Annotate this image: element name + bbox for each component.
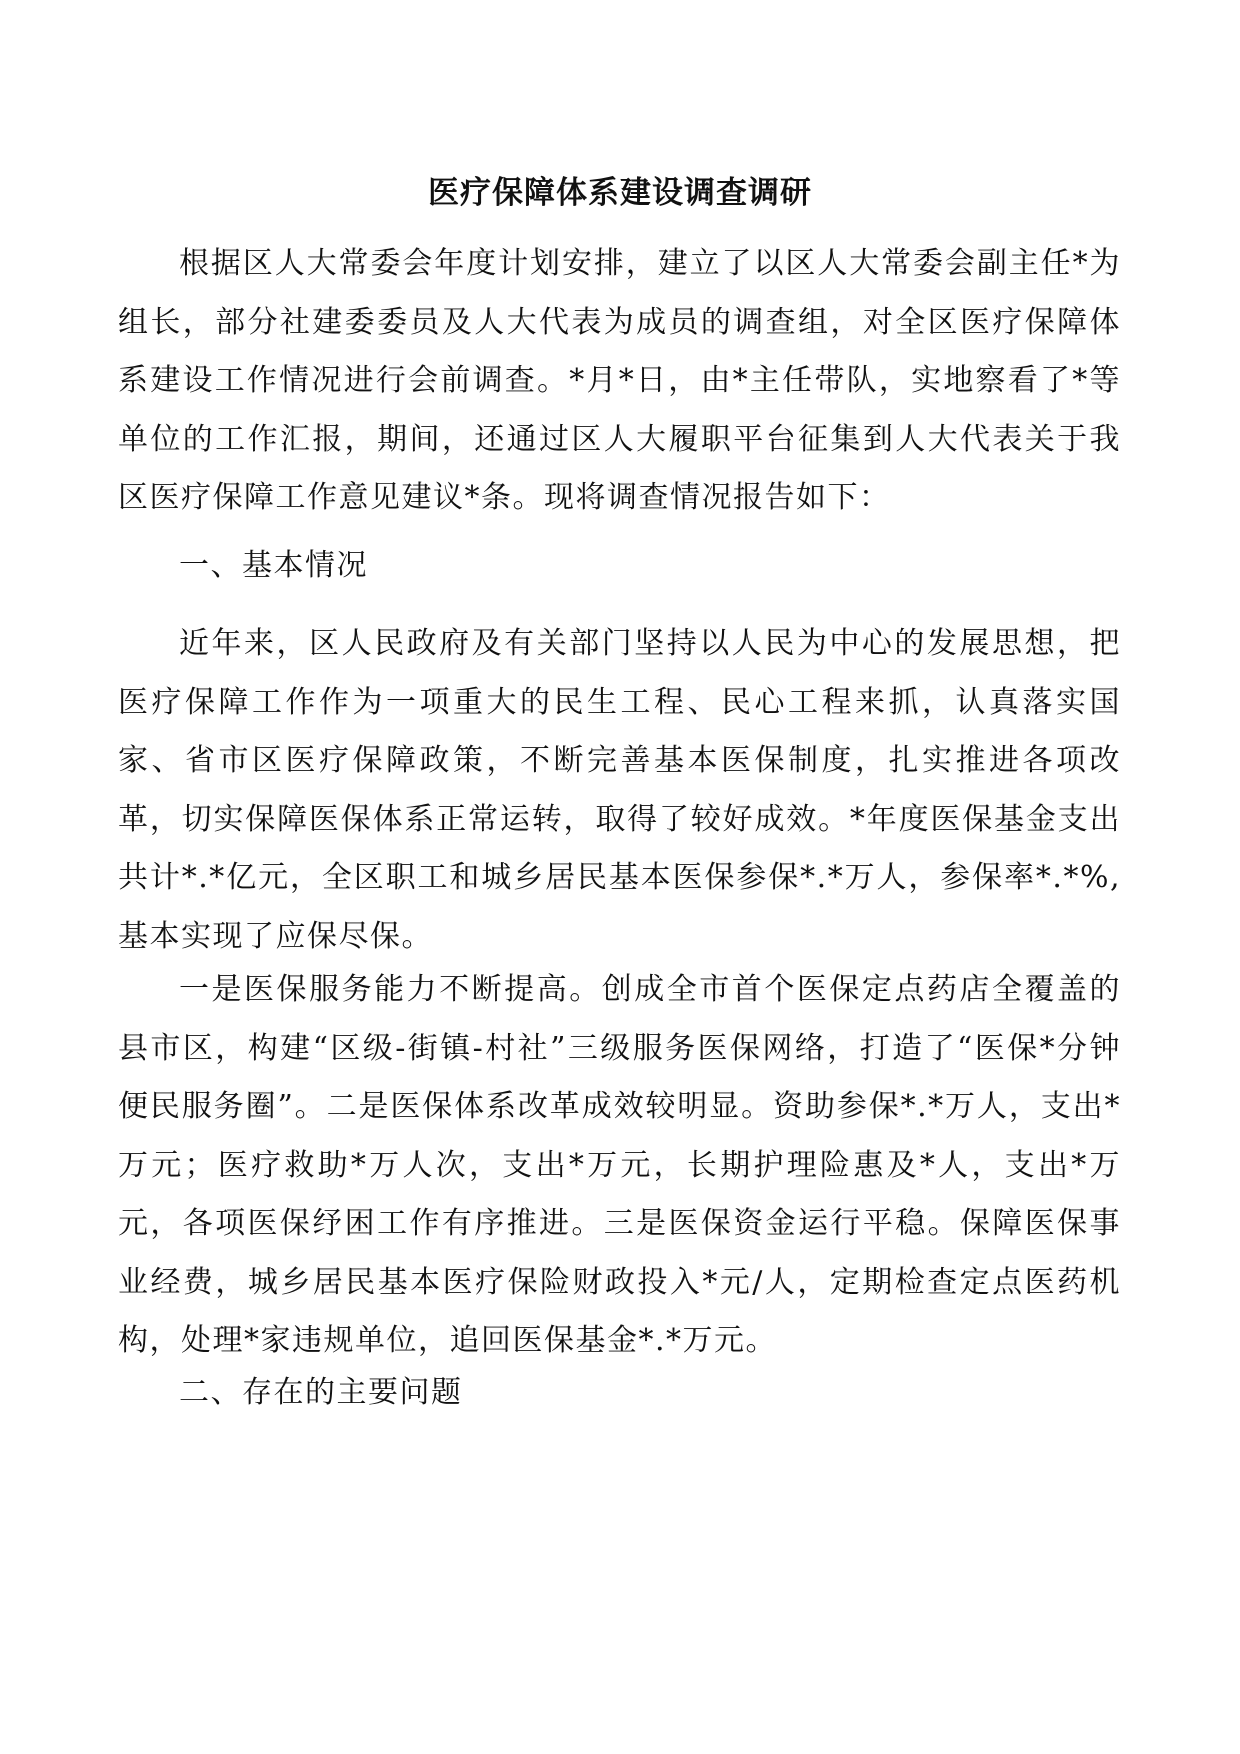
section-heading-basic-situation: 一、基本情况: [179, 548, 368, 583]
paragraph-intro: 根据区人大常委会年度计划安排，建立了以区人大常委会副主任*为组长，部分社建委委员及人大代表为成员的调查组，对全区医疗保障体系建设工作情况进行会前调查。*月*日，由*主任带队，实地察看了*等单位的工作汇报，期间，还通过区人大履职平台征集到人大代表关于我区医疗保障工作意见建议*条。现将调查情况报告如下：: [118, 246, 1121, 515]
section-heading-main-problems: 二、存在的主要问题: [179, 1375, 463, 1410]
paragraph-achievements: 一是医保服务能力不断提高。创成全市首个医保定点药店全覆盖的县市区，构建“区级-街镇-村社”三级服务医保网络，打造了“医保*分钟便民服务圈”。二是医保体系改革成效较明显。资助参保*.*万人，支出*万元；医疗救助*万人次，支出*万元，长期护理险惠及*人，支出*万元，各项医保纾困工作有序推进。三是医保资金运行平稳。保障医保事业经费，城乡居民基本医疗保险财政投入*元/人，定期检查定点医药机构，处理*家违规单位，追回医保基金*.*万元。: [118, 972, 1121, 1358]
paragraph-overview: 近年来，区人民政府及有关部门坚持以人民为中心的发展思想，把医疗保障工作作为一项重大的民生工程、民心工程来抓，认真落实国家、省市区医疗保障政策，不断完善基本医保制度，扎实推进各项改革，切实保障医保体系正常运转，取得了较好成效。*年度医保基金支出共计*.*亿元，全区职工和城乡居民基本医保参保*.*万人，参保率*.*%,基本实现了应保尽保。: [118, 626, 1121, 954]
document-title: 医疗保障体系建设调查调研: [428, 175, 812, 211]
